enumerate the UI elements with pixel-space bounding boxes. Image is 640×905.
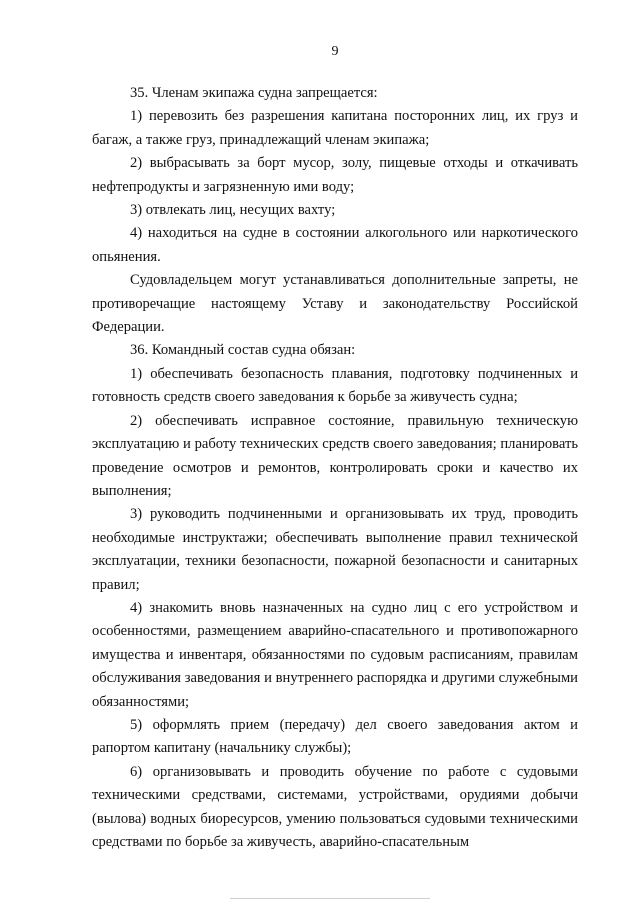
paragraph-35-item-4: 4) находиться на судне в состоянии алкогольного или наркотического опьянения. [92,225,578,265]
paragraph-36-item-2: 2) обеспечивать исправное состояние, правильную техническую эксплуатацию и работу технических средств своего заведования; планировать проведение осмотров и ремонтов, контролировать сроки и качество их выполнения; [92,412,578,499]
paragraph-35-heading: 35. Членам экипажа судна запрещается: [130,85,378,101]
paragraph-36-item-1: 1) обеспечивать безопасность плавания, подготовку подчиненных и готовность средств своего заведования к борьбе за живучесть судна; [92,365,578,406]
paragraph-36-heading: 36. Командный состав судна обязан: [130,342,356,359]
paragraph-36-item-5: 5) оформлять прием (передачу) дел своего заведования актом и рапортом капитану (начальнику службы); [92,716,578,757]
paragraph-36-item-6: 6) организовывать и проводить обучение по работе с судовыми техническими средствами, системами, устройствами, орудиями добычи (вылова) водных биоресурсов, умению пользоваться судовыми техническими средствами по борьбе за живучесть, аварийно-спасательным [92,763,578,850]
paragraph-35-note: Судовладельцем могут устанавливаться дополнительные запреты, не противоречащие настоящему Уставу и законодательству Российской Федерации. [92,272,578,336]
page-number: 9 [331,44,339,59]
paragraph-36-item-3: 3) руководить подчиненными и организовывать их труд, проводить необходимые инструктажи; обеспечивать выполнение правил технической эксплуатации, техники безопасности, пожарной безопасности и санитарных правил; [92,506,578,593]
bottom-edge-line [230,898,430,899]
paragraph-36-item-4: 4) знакомить вновь назначенных на судно лиц с его устройством и особенностями, размещением аварийно-спасательного и противопожарного имущества и инвентаря, обязанностями по судовым расписаниям, правилам обслуживания заведования и внутреннего распорядка и другими служебными обязанностями; [92,599,578,710]
paragraph-35-item-1: 1) перевозить без разрешения капитана посторонних лиц, их груз и багаж, а также груз, принадлежащий членам экипажа; [92,108,578,148]
paragraph-35-item-3: 3) отвлекать лиц, несущих вахту; [130,202,336,219]
document-body [92,82,578,854]
paragraph-35-item-2: 2) выбрасывать за борт мусор, золу, пищевые отходы и откачивать нефтепродукты и загрязненную ими воду; [92,155,578,195]
document-page [92,0,578,905]
